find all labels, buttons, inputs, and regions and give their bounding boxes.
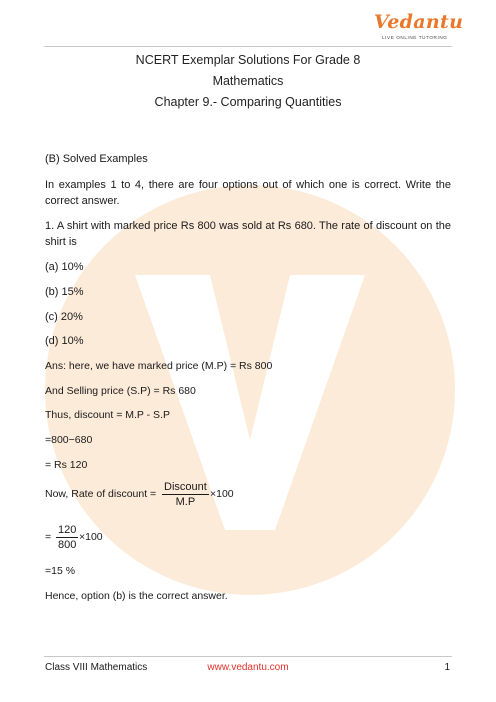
option-d: (d) 10% bbox=[45, 335, 84, 347]
rate-label: Now, Rate of discount = bbox=[45, 488, 157, 500]
answer-marked-price: Ans: here, we have marked price (M.P) = Rs 800 bbox=[45, 360, 273, 372]
fraction-denominator: M.P bbox=[175, 496, 196, 508]
doc-title: NCERT Exemplar Solutions For Grade 8 bbox=[135, 53, 361, 67]
doc-chapter: Chapter 9.- Comparing Quantities bbox=[154, 95, 342, 109]
fraction-discount-over-mp bbox=[162, 481, 209, 508]
step-subtraction: =800−680 bbox=[45, 434, 93, 446]
conclusion-text: Hence, option (b) is the correct answer. bbox=[45, 590, 228, 602]
fraction-denominator: 800 bbox=[58, 539, 77, 551]
option-b: (b) 15% bbox=[45, 286, 84, 298]
result-percent: =15 % bbox=[45, 565, 76, 577]
fraction-numerator: 120 bbox=[58, 524, 77, 536]
fraction-120-over-800 bbox=[56, 524, 78, 551]
logo-wordmark: Vedantu bbox=[374, 11, 464, 33]
fraction-numerator: Discount bbox=[164, 481, 207, 493]
section-heading: (B) Solved Examples bbox=[45, 153, 148, 165]
footer-website-link[interactable]: www.vedantu.com bbox=[207, 662, 289, 673]
footer-page-number: 1 bbox=[444, 662, 450, 673]
step-discount-value: = Rs 120 bbox=[45, 459, 88, 471]
option-c: (c) 20% bbox=[45, 311, 83, 323]
header-divider bbox=[44, 46, 452, 47]
option-a: (a) 10% bbox=[45, 261, 84, 273]
multiplier: ×100 bbox=[79, 531, 103, 543]
logo-tagline: LIVE ONLINE TUTORING bbox=[382, 35, 448, 40]
selling-price-line: And Selling price (S.P) = Rs 680 bbox=[45, 385, 196, 397]
vedantu-logo bbox=[374, 11, 464, 43]
question-text: 1. A shirt with marked price Rs 800 was sold at Rs 680. The rate of discount on the shirt is bbox=[45, 220, 451, 248]
doc-subject: Mathematics bbox=[212, 74, 284, 88]
footer-divider bbox=[44, 656, 452, 657]
instruction-text: In examples 1 to 4, there are four options out of which one is correct. Write the correct answer. bbox=[45, 179, 451, 207]
discount-formula: Thus, discount = M.P - S.P bbox=[45, 409, 170, 421]
footer-class-label: Class VIII Mathematics bbox=[45, 662, 148, 673]
equals-sign: = bbox=[45, 531, 52, 543]
multiplier: ×100 bbox=[210, 488, 234, 500]
